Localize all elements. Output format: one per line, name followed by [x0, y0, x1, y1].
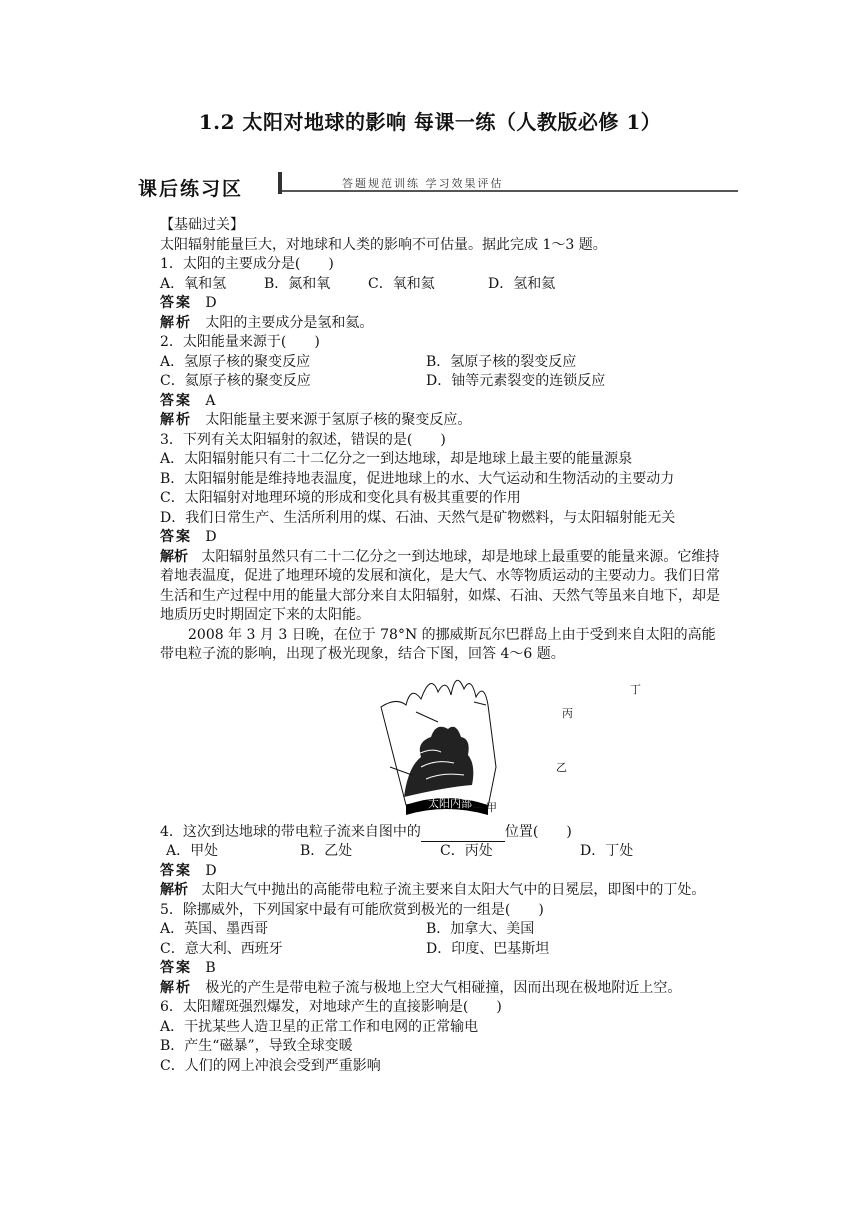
- answer-row: [160, 294, 720, 314]
- option: D．我们日常生产、生活所利用的煤、石油、天然气是矿物燃料，与太阳辐射能无关: [160, 509, 676, 526]
- group-heading: 【基础过关】: [160, 217, 244, 233]
- answer-value: D: [205, 862, 217, 879]
- analysis-row: [160, 411, 720, 431]
- question-stem-part: 4．这次到达地球的带电粒子流来自图中的: [160, 823, 421, 840]
- option: A．干扰某些人造卫星的正常工作和电网的正常输电: [160, 1018, 479, 1035]
- option: B．产生“磁暴”，导致全球变暖: [160, 1038, 353, 1054]
- question-stem: 3．下列有关太阳辐射的叙述，错误的是( ): [160, 431, 446, 448]
- label-sun-interior: 太阳内部: [428, 796, 472, 810]
- fill-blank: [421, 827, 505, 842]
- question-stem: 1．太阳的主要成分是( ): [160, 256, 334, 272]
- option: B．太阳辐射能是维持地表温度，促进地球上的水、大气运动和生物活动的主要动力: [160, 470, 675, 487]
- answer-value: D: [205, 529, 217, 545]
- analysis-text: 太阳大气中抛出的高能带电粒子流主要来自太阳大气中的日冕层，即图中的丁处。: [201, 882, 706, 898]
- option: C．人们的网上冲浪会受到严重影响: [160, 1057, 381, 1074]
- answer-row: [160, 528, 720, 548]
- analysis-row: [160, 548, 720, 626]
- question-stem: 2．太阳能量来源于( ): [160, 334, 320, 350]
- option: C．意大利、西班牙: [160, 940, 283, 957]
- option: C．丙处: [440, 843, 493, 859]
- answer-label: 答案: [160, 529, 192, 545]
- options-row: [160, 842, 720, 862]
- analysis-text: 极光的产生是带电粒子流与极地上空大气相碰撞，因而出现在极地附近上空。: [205, 979, 682, 996]
- question-stem: 5．除挪威外，下列国家中最有可能欣赏到极光的一组是( ): [160, 901, 544, 918]
- options-row: [160, 940, 720, 960]
- analysis-row: [160, 881, 720, 901]
- section-label: 课后练习区: [138, 178, 244, 200]
- answer-value: A: [205, 392, 216, 409]
- analysis-label: 解析: [160, 412, 192, 428]
- question-stem: [160, 823, 720, 843]
- option: B．氢原子核的裂变反应: [426, 353, 577, 370]
- answer-value: B: [205, 960, 216, 976]
- option: A．英国、墨西哥: [160, 921, 269, 937]
- option: D．铀等元素裂变的连锁反应: [426, 373, 606, 389]
- analysis-text: 太阳的主要成分是氢和氦。: [205, 314, 374, 331]
- option: A．氢原子核的聚变反应: [160, 353, 311, 370]
- section-subtitle: 答题规范训练 学习效果评估: [342, 177, 504, 190]
- option: A．甲处: [166, 843, 219, 859]
- analysis-label: 解析: [160, 882, 188, 898]
- question-stem: 6．太阳耀斑强烈爆发，对地球产生的直接影响是( ): [160, 999, 502, 1015]
- answer-row: [160, 392, 720, 412]
- analysis-label: 解析: [160, 548, 188, 565]
- option: C．氧和氦: [368, 275, 435, 292]
- answer-label: 答案: [160, 392, 192, 409]
- sun-structure-figure: [160, 667, 720, 817]
- analysis-label: 解析: [160, 979, 192, 996]
- option: C．氦原子核的聚变反应: [160, 373, 311, 389]
- option: B．氮和氧: [264, 275, 331, 292]
- intro-text: 2008 年 3 月 3 日晚，在位于 78°N 的挪威斯瓦尔巴群岛上由于受到来自太阳的高能带电粒子流的影响，出现了极光现象，结合下图，回答 4～6 题。: [160, 626, 716, 662]
- label-yi: 乙: [556, 760, 567, 774]
- question-stem-part: 位置( ): [504, 823, 572, 840]
- intro-text: 太阳辐射能量巨大，对地球和人类的影响不可估量。据此完成 1～3 题。: [160, 236, 607, 253]
- analysis-label: 解析: [160, 314, 192, 331]
- answer-row: [160, 959, 720, 979]
- options-row: [160, 372, 720, 392]
- answer-label: 答案: [160, 862, 192, 879]
- option: C．太阳辐射对地理环境的形成和变化具有极其重要的作用: [160, 490, 521, 506]
- analysis-row: [160, 314, 720, 334]
- answer-value: D: [205, 295, 217, 311]
- answer-label: 答案: [160, 960, 192, 976]
- label-bing: 丙: [562, 706, 573, 720]
- option: D．印度、巴基斯坦: [426, 940, 550, 957]
- option: B．加拿大、美国: [426, 921, 535, 937]
- answer-row: [160, 862, 720, 882]
- option: A．氧和氢: [160, 275, 227, 292]
- page-title: 1.2 太阳对地球的影响 每课一练（人教版必修 1）: [198, 110, 662, 134]
- label-jia: 甲: [486, 800, 497, 814]
- options-row: [160, 353, 720, 373]
- options-row: [160, 275, 720, 295]
- analysis-text: 太阳能量主要来源于氢原子核的聚变反应。: [205, 412, 472, 428]
- option: D．丁处: [580, 843, 634, 859]
- section-header: [130, 172, 738, 198]
- options-row: [160, 920, 720, 940]
- answer-label: 答案: [160, 295, 192, 311]
- analysis-text: 太阳辐射虽然只有二十二亿分之一到达地球，却是地球上最重要的能量来源。它维持着地表温度，促进了地理环境的发展和演化，是大气、水等物质运动的主要动力。我们日常生活和生产过程中用的能量大部分来自太阳辐射，如煤、石油、天然气等虽来自地下，却是地质历史时期固定下来的太阳能。: [160, 548, 720, 623]
- label-ding: 丁: [630, 682, 641, 696]
- option: D．氢和氦: [488, 275, 556, 292]
- exercise-content: [160, 216, 720, 1076]
- analysis-row: [160, 979, 720, 999]
- option: A．太阳辐射能只有二十二亿分之一到达地球，却是地球上最主要的能量源泉: [160, 451, 633, 467]
- option: B．乙处: [300, 843, 353, 859]
